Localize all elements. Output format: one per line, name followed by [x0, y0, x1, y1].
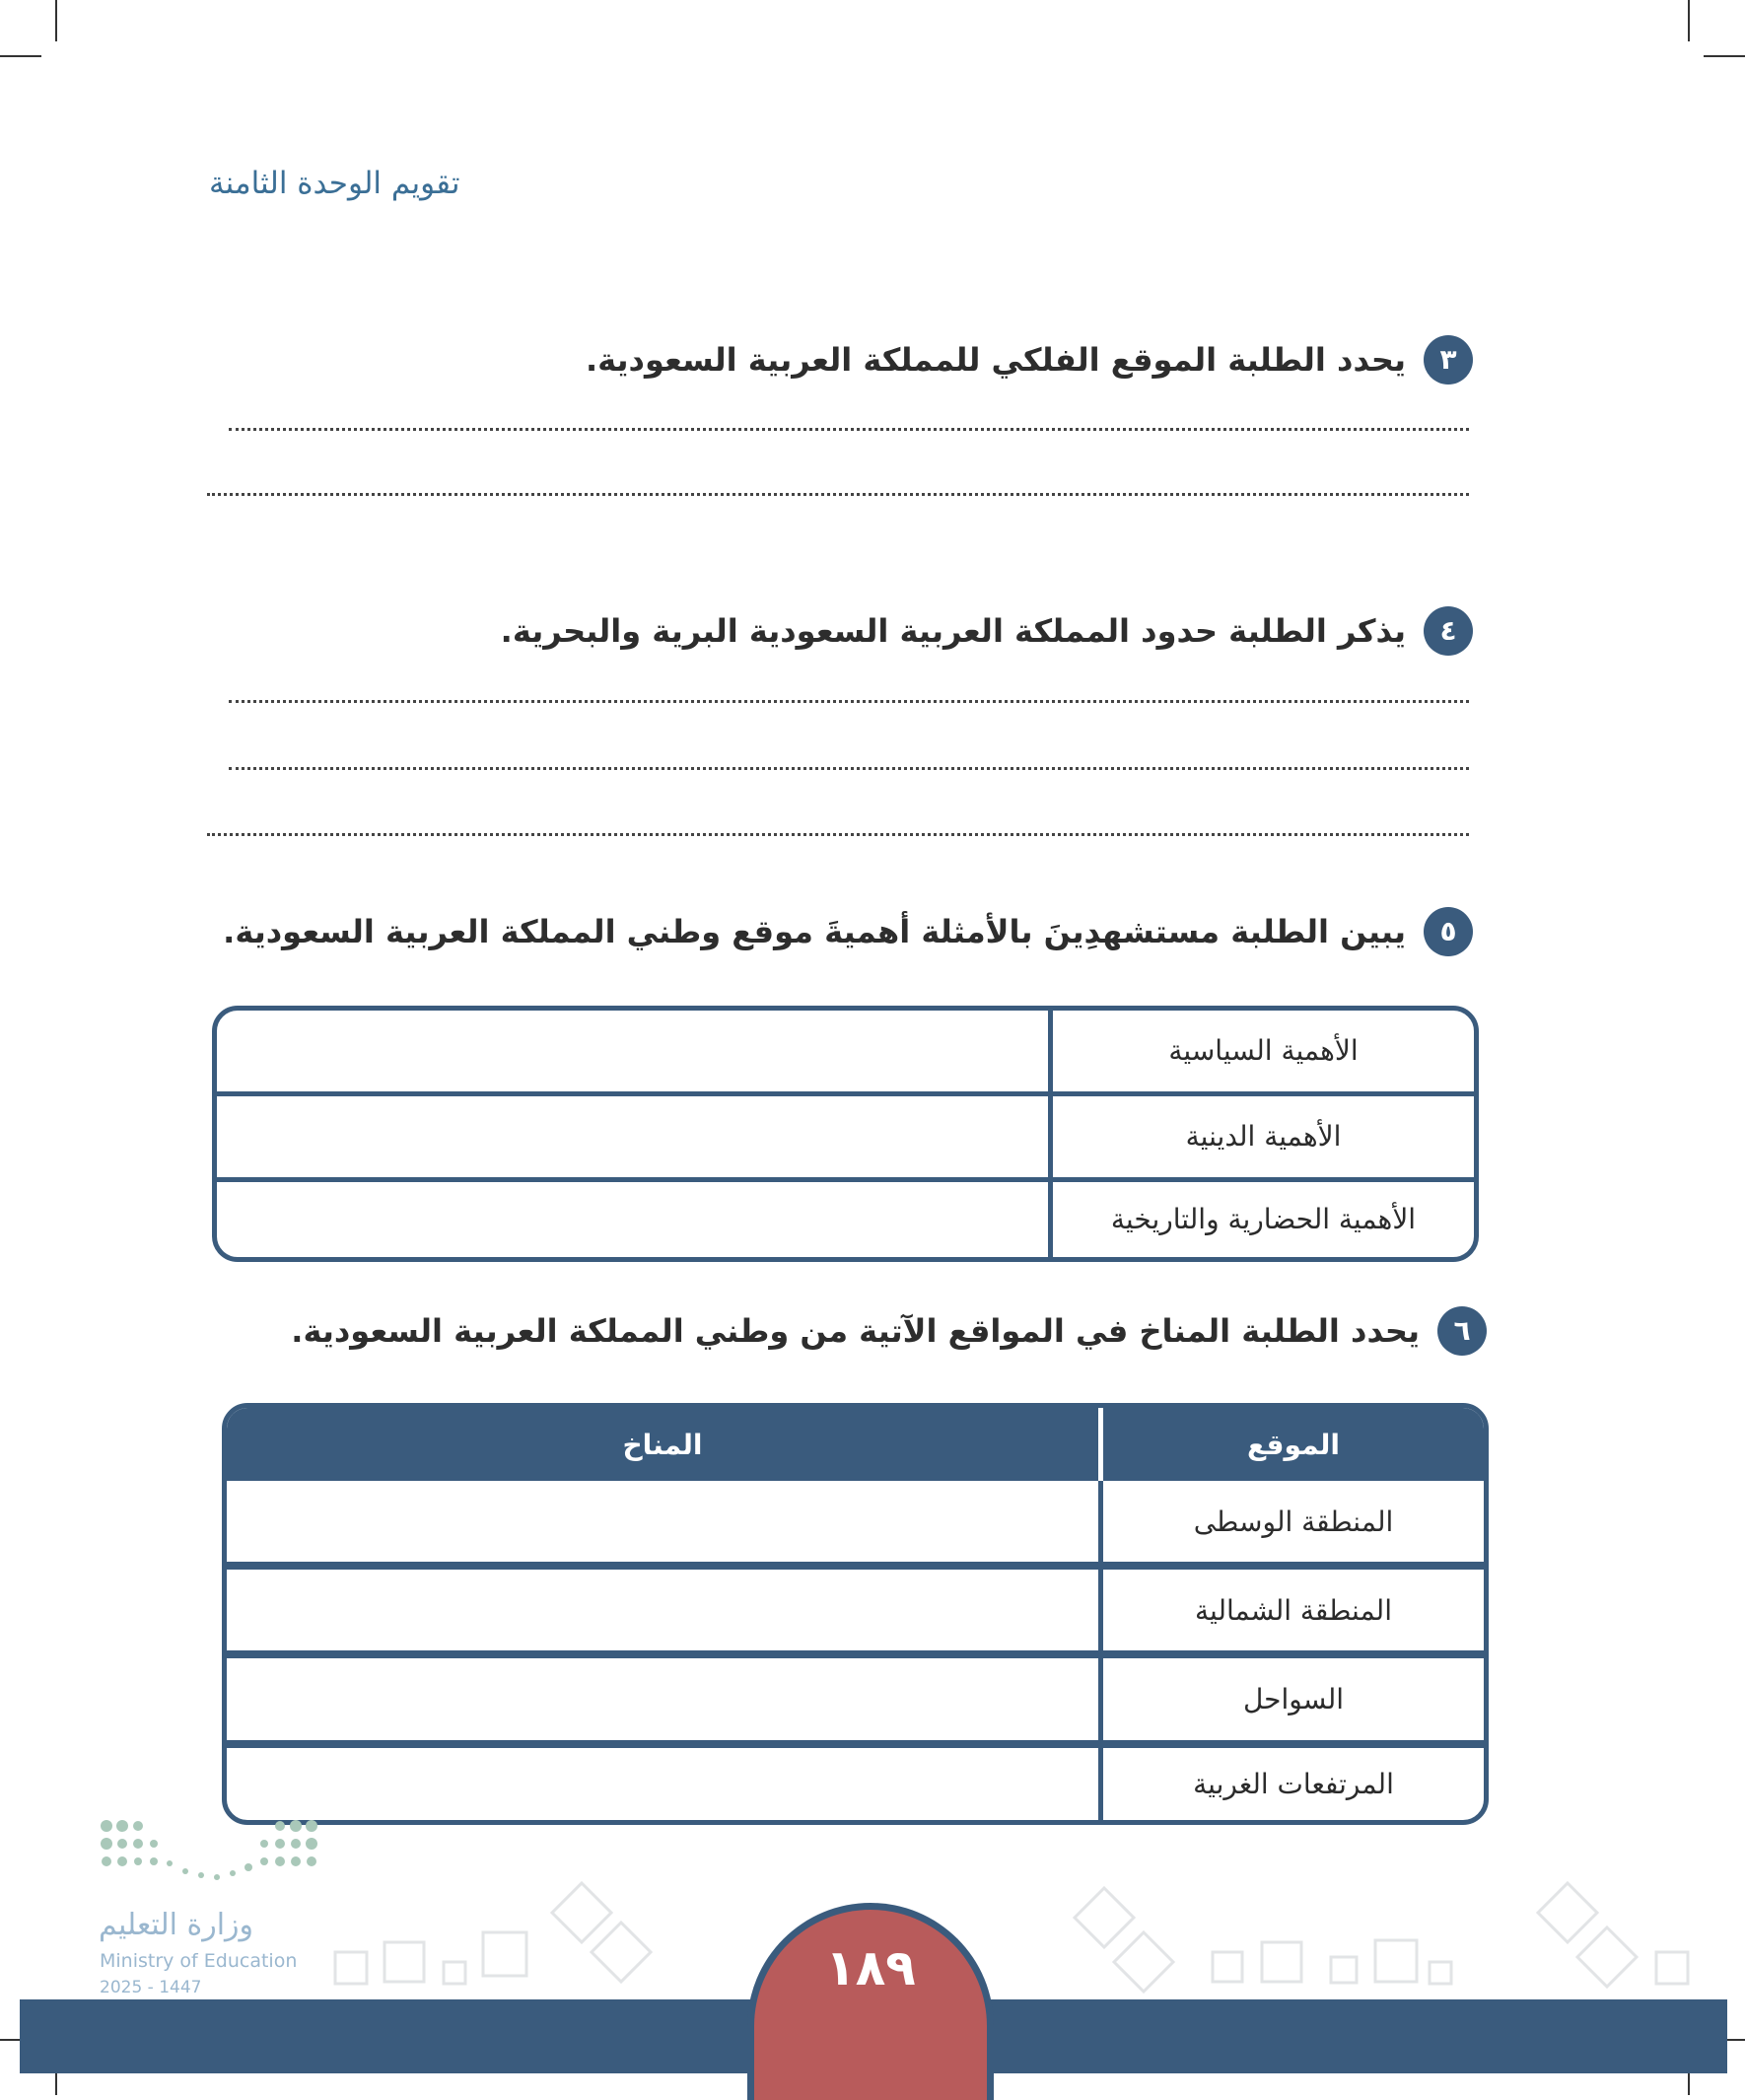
table-row [217, 1011, 1474, 1096]
header-climate: المناخ [227, 1408, 1098, 1481]
row-label: الأهمية السياسية [1048, 1011, 1474, 1096]
question-text: يبين الطلبة مستشهدِينَ بالأمثلة أهميةَ موقع وطني المملكة العربية السعودية. [223, 913, 1406, 950]
answer-cell[interactable] [227, 1748, 1098, 1820]
table-row [217, 1182, 1474, 1257]
row-label: المنطقة الشمالية [1098, 1570, 1484, 1658]
answer-cell[interactable] [227, 1570, 1098, 1658]
answer-cell[interactable] [217, 1096, 1048, 1182]
answer-line[interactable] [229, 767, 1469, 770]
question-number: ٣ [1424, 335, 1473, 385]
crop-mark [1704, 55, 1745, 57]
question-3 [586, 335, 1473, 385]
table-row [217, 1096, 1474, 1182]
table-header-row [227, 1408, 1484, 1481]
row-label: المرتفعات الغربية [1098, 1748, 1484, 1820]
table-row [227, 1570, 1484, 1658]
logo-arabic: وزارة التعليم [99, 1908, 254, 1942]
importance-table [212, 1006, 1479, 1262]
page-title: تقويم الوحدة الثامنة [209, 166, 460, 201]
ministry-logo [97, 1814, 323, 1997]
question-text: يحدد الطلبة الموقع الفلكي للمملكة العربية السعودية. [585, 341, 1406, 379]
decorative-pattern-icon [325, 1873, 1725, 2001]
question-number: ٥ [1424, 907, 1473, 956]
table-row [227, 1481, 1484, 1570]
question-text: يذكر الطلبة حدود المملكة العربية السعودية البرية والبحرية. [500, 612, 1406, 650]
answer-line[interactable] [207, 833, 1469, 836]
climate-table [222, 1403, 1489, 1825]
logo-dots-icon [97, 1814, 323, 1903]
header-location: الموقع [1098, 1408, 1484, 1481]
question-5 [223, 907, 1473, 956]
question-6 [291, 1306, 1487, 1356]
table-row [227, 1658, 1484, 1747]
crop-mark [0, 55, 41, 57]
question-text: يحدد الطلبة المناخ في المواقع الآتية من وطني المملكة العربية السعودية. [291, 1312, 1420, 1350]
answer-line[interactable] [229, 700, 1469, 703]
answer-line[interactable] [207, 493, 1469, 496]
crop-mark [55, 0, 57, 41]
question-4 [501, 606, 1473, 656]
row-label: الأهمية الدينية [1048, 1096, 1474, 1182]
table-row [227, 1748, 1484, 1820]
page-number: ١٨٩ [825, 1939, 916, 1996]
answer-cell[interactable] [227, 1658, 1098, 1747]
answer-cell[interactable] [227, 1481, 1098, 1570]
answer-cell[interactable] [217, 1182, 1048, 1257]
answer-line[interactable] [229, 428, 1469, 431]
question-number: ٦ [1437, 1306, 1487, 1356]
logo-year: 2025 - 1447 [100, 1978, 202, 1997]
answer-cell[interactable] [217, 1011, 1048, 1096]
row-label: السواحل [1098, 1658, 1484, 1747]
question-number: ٤ [1424, 606, 1473, 656]
row-label: المنطقة الوسطى [1098, 1481, 1484, 1570]
crop-mark [1688, 0, 1690, 41]
row-label: الأهمية الحضارية والتاريخية [1048, 1182, 1474, 1257]
logo-english: Ministry of Education [100, 1950, 298, 1972]
